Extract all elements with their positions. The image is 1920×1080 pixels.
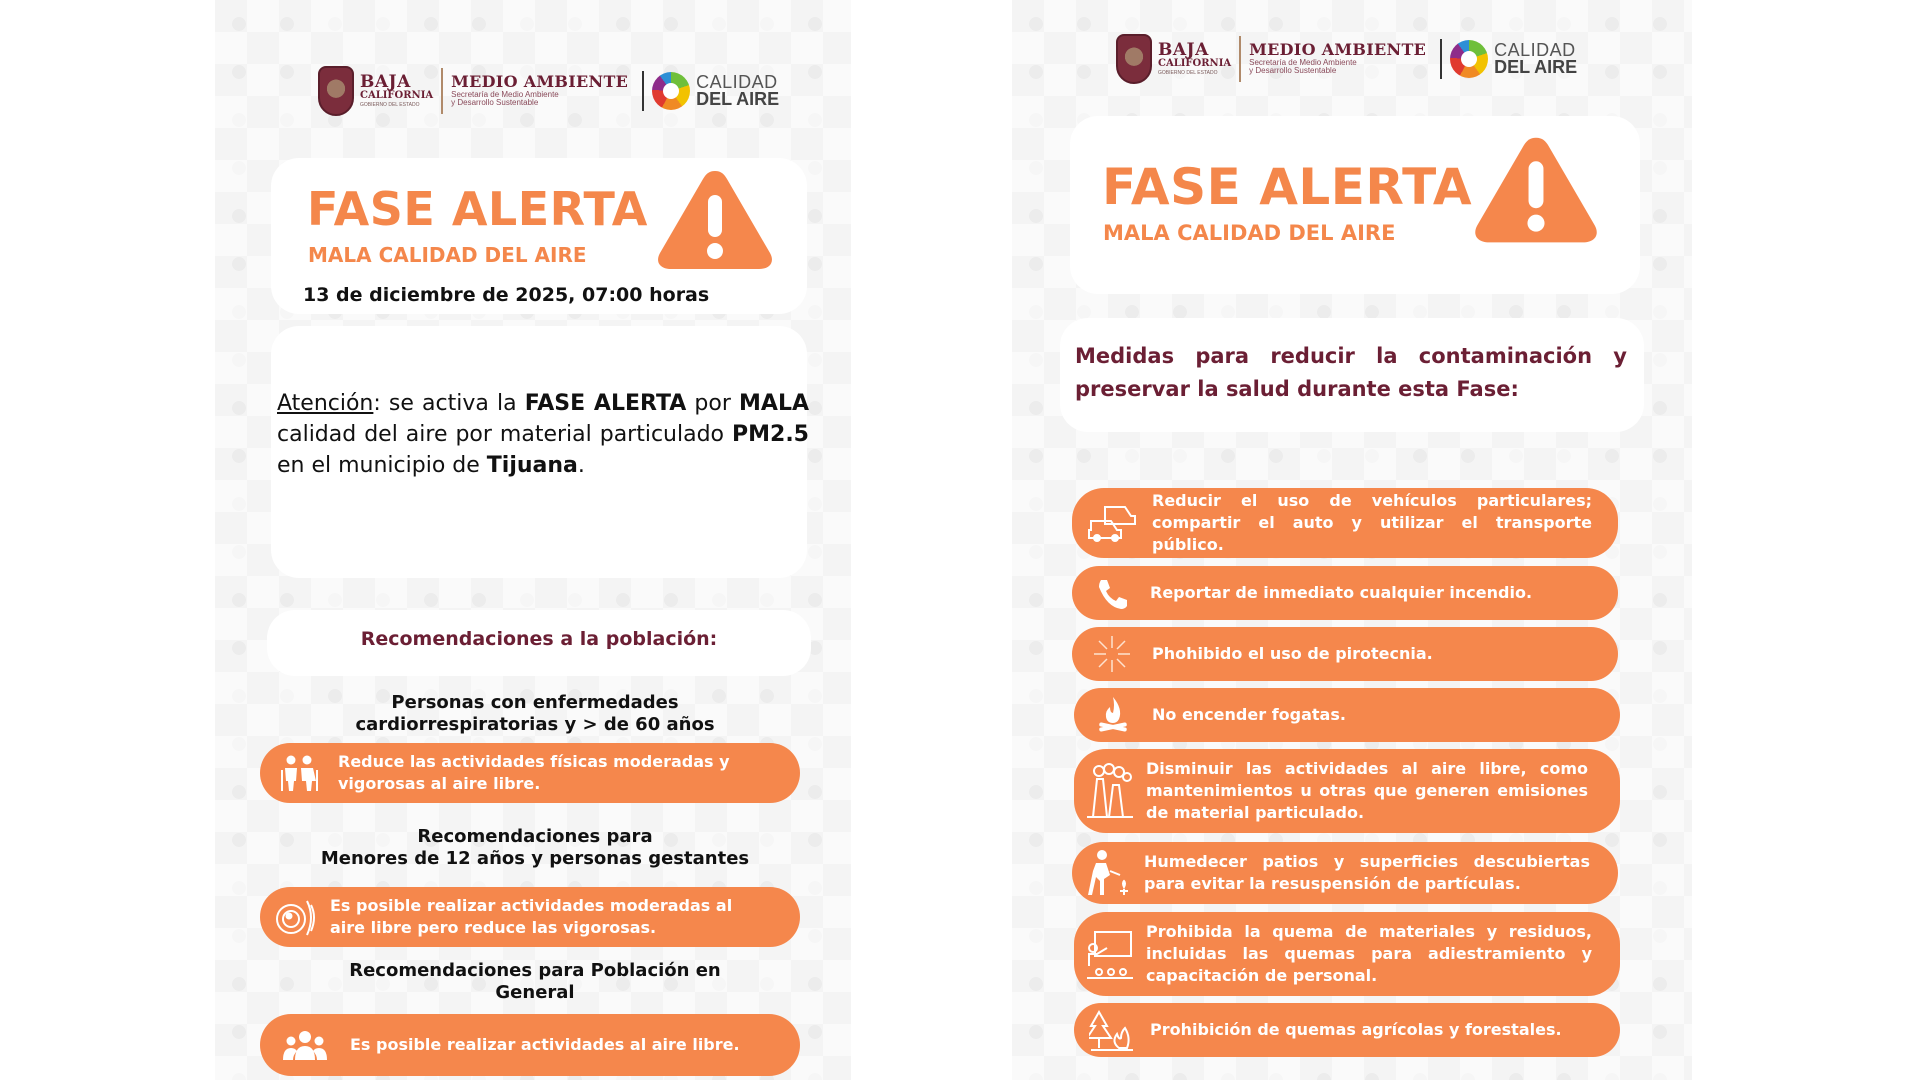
cars-icon — [1072, 503, 1152, 543]
attention-quality: MALA — [739, 391, 809, 416]
state-government: GOBIERNO DEL ESTADO — [1158, 70, 1218, 76]
alert-title: FASE ALERTA — [307, 182, 648, 236]
warning-triangle-icon — [1472, 130, 1600, 248]
dept-subtitle-2: y Desarrollo Sustentable — [1249, 66, 1337, 76]
divider — [642, 71, 644, 111]
air-quality-ring-icon — [652, 72, 690, 110]
baja-california-logo — [1116, 34, 1231, 84]
state-name-2: CALIFORNIA — [1158, 58, 1232, 69]
measure-text: Prohibida la quema de materiales y residuos, incluidas las quemas para adiestramiento y capacitación de personal. — [1146, 922, 1592, 985]
recommendation-text: Reduce las actividades físicas moderadas y vigorosas al aire libre. — [338, 752, 730, 793]
calidad-del-aire-logo — [1494, 39, 1578, 77]
state-shield-icon — [1116, 34, 1152, 84]
factory-icon — [1074, 763, 1146, 819]
dept-subtitle-2: y Desarrollo Sustentable — [451, 98, 539, 108]
divider — [1440, 39, 1442, 79]
recommendation-pill-3 — [260, 1014, 800, 1076]
dept-name: MEDIO AMBIENTE — [1249, 40, 1427, 60]
fireworks-icon — [1072, 632, 1152, 676]
forest-fire-icon — [1074, 1008, 1150, 1052]
measure-text: Prohibición de quemas agrícolas y forestales. — [1150, 1020, 1562, 1039]
group-title-line: cardiorrespiratorias y > de 60 años — [355, 714, 715, 735]
measure-pill-1 — [1072, 488, 1618, 558]
measure-pill-2 — [1072, 566, 1618, 620]
measure-pill-5 — [1074, 749, 1620, 833]
program-name-1: CALIDAD — [1494, 39, 1576, 60]
measure-text: Reportar de inmediato cualquier incendio. — [1150, 583, 1533, 602]
phone-icon — [1072, 577, 1150, 609]
warning-triangle-icon — [655, 165, 775, 273]
alert-subtitle: MALA CALIDAD DEL AIRE — [308, 243, 587, 267]
group-title-1 — [255, 692, 815, 736]
medio-ambiente-logo — [1249, 42, 1426, 76]
attention-phase: FASE ALERTA — [524, 391, 687, 416]
measures-title: Medidas para reducir la contaminación y preservar la salud durante esta Fase: — [1075, 344, 1627, 401]
measure-text: Disminuir las actividades al aire libre, como mantenimientos u otras que generen emisiones de material particulado. — [1146, 759, 1588, 822]
header-logos — [1116, 34, 1577, 84]
measure-text: Humedecer patios y superficies descubiertas para evitar la resuspensión de partículas. — [1144, 852, 1590, 893]
group-title-2 — [255, 826, 815, 870]
alert-subtitle: MALA CALIDAD DEL AIRE — [1103, 221, 1396, 245]
measure-pill-7 — [1074, 912, 1620, 996]
attention-part: . — [577, 453, 585, 478]
dept-name: MEDIO AMBIENTE — [451, 72, 629, 92]
measure-text: Reducir el uso de vehículos particulares; compartir el auto y utilizar el transporte público. — [1152, 491, 1592, 554]
pregnant-person-icon — [260, 895, 330, 939]
state-name: BAJA — [360, 72, 411, 92]
group-title-3 — [255, 960, 815, 1004]
calidad-del-aire-logo — [696, 71, 780, 109]
watering-person-icon — [1072, 849, 1144, 897]
group-title-line: Recomendaciones para Población en — [349, 960, 721, 981]
left-poster — [215, 0, 851, 1080]
elderly-couple-icon — [260, 754, 338, 792]
measure-pill-8 — [1074, 1003, 1620, 1057]
attention-part: en el municipio de — [277, 453, 487, 478]
divider — [1239, 36, 1241, 82]
program-name-1: CALIDAD — [696, 71, 778, 92]
training-board-icon — [1074, 928, 1146, 980]
group-title-line: Recomendaciones para — [417, 826, 653, 847]
state-name-2: CALIFORNIA — [360, 90, 434, 101]
alert-title: FASE ALERTA — [1102, 158, 1473, 216]
recommendation-pill-1 — [260, 743, 800, 803]
dept-subtitle-1: Secretaría de Medio Ambiente — [1249, 58, 1357, 67]
alert-datetime: 13 de diciembre de 2025, 07:00 horas — [303, 284, 710, 306]
right-poster — [1012, 0, 1692, 1080]
program-name-2: DEL AIRE — [696, 89, 780, 109]
attention-pollutant: PM2.5 — [732, 422, 809, 447]
recommendation-text: Es posible realizar actividades al aire libre. — [350, 1035, 740, 1054]
measure-text: No encender fogatas. — [1152, 705, 1346, 724]
baja-california-logo — [318, 66, 433, 116]
header-logos — [318, 66, 779, 116]
medio-ambiente-logo — [451, 74, 628, 108]
state-name: BAJA — [1158, 40, 1209, 60]
group-title-line: Personas con enfermedades — [391, 692, 679, 713]
measure-pill-4 — [1074, 688, 1620, 742]
recommendation-text: Es posible realizar actividades moderadas al aire libre pero reduce las vigorosas. — [330, 896, 733, 937]
people-group-icon — [260, 1029, 350, 1061]
campfire-icon — [1074, 695, 1152, 735]
attention-part: : se activa la — [373, 391, 525, 416]
measure-pill-3 — [1072, 627, 1618, 681]
measure-text: Phohibido el uso de pirotecnia. — [1152, 644, 1433, 663]
divider — [441, 68, 443, 114]
air-quality-ring-icon — [1450, 40, 1488, 78]
attention-part: por — [686, 391, 740, 416]
attention-part: calidad del aire por material particulado — [277, 422, 732, 447]
recommendations-title: Recomendaciones a la población: — [360, 628, 718, 650]
recommendation-pill-2 — [260, 887, 800, 947]
attention-municipality: Tijuana — [486, 453, 578, 478]
attention-text — [277, 388, 809, 481]
dept-subtitle-1: Secretaría de Medio Ambiente — [451, 90, 559, 99]
state-shield-icon — [318, 66, 354, 116]
program-name-2: DEL AIRE — [1494, 57, 1578, 77]
attention-label: Atención — [277, 391, 374, 416]
state-government: GOBIERNO DEL ESTADO — [360, 102, 420, 108]
measure-pill-6 — [1072, 842, 1618, 904]
group-title-line: Menores de 12 años y personas gestantes — [320, 848, 750, 869]
group-title-line: General — [495, 982, 575, 1003]
